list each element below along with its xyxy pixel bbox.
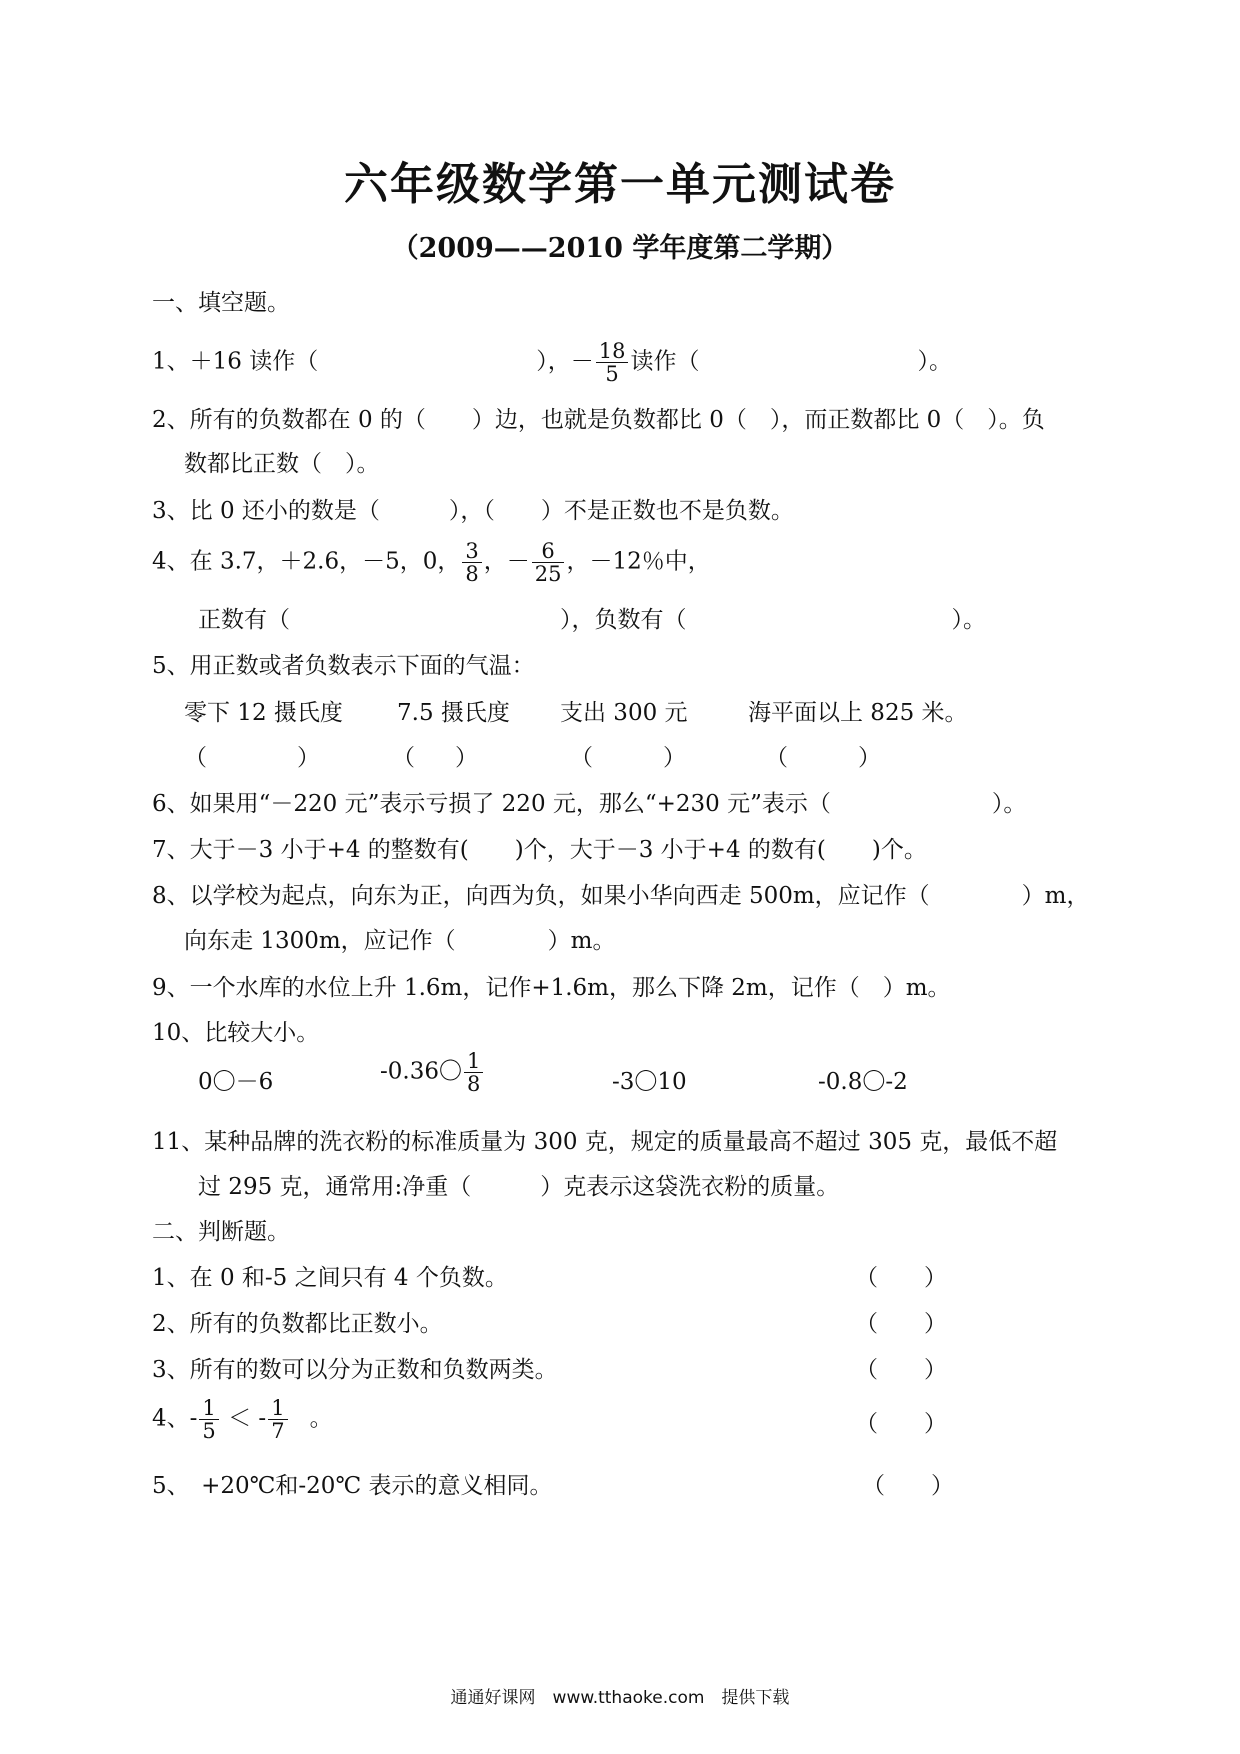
- compare-2-fraction: [464, 1050, 483, 1095]
- question-11-line2: 过 295 克，通常用:净重（ ）克表示这袋洗衣粉的质量。: [198, 1174, 840, 1200]
- q5-answer-1: [184, 742, 320, 774]
- question-3: 3、比 0 还小的数是（ ），（ ）不是正数也不是负数。: [152, 498, 794, 524]
- q5-item-3: 支出 300 元: [560, 700, 688, 726]
- q5-item-1: 零下 12 摄氏度: [184, 700, 343, 726]
- compare-1: 0〇－6: [198, 1069, 274, 1095]
- q4-frac2-den: 25: [534, 562, 562, 586]
- q1-part-c: 读作（: [630, 348, 700, 375]
- q5-paren-close-4: ）: [858, 745, 881, 771]
- judge-item-4: [152, 1397, 333, 1442]
- judge4-frac1-den: 5: [202, 1419, 216, 1443]
- judge-item-2: 2、所有的负数都比正数小。: [152, 1311, 443, 1337]
- q1-part-b: ），－: [536, 348, 594, 375]
- judge4-frac2-num: 1: [268, 1397, 287, 1420]
- q4-part-a: 4、在 3.7，＋2.6，－5，0，: [152, 548, 461, 575]
- page-footer: 通通好课网 www.tthaoke.com 提供下载: [450, 1688, 790, 1708]
- section1-heading: 一、填空题。: [152, 290, 290, 316]
- question-9: 9、一个水库的水位上升 1.6m，记作+1.6m，那么下降 2m，记作（ ）m。: [152, 975, 951, 1001]
- question-8-line2: 向东走 1300m，应记作（ ）m。: [184, 928, 616, 954]
- question-2-line2: 数都比正数（ ）。: [184, 451, 380, 477]
- question-10-heading: 10、比较大小。: [152, 1020, 320, 1046]
- q4-fraction-1: [462, 540, 481, 585]
- q5-paren-open-3: （: [570, 745, 593, 771]
- question-6: 6、如果用“－220 元”表示亏损了 220 元，那么“+230 元”表示（ ）。: [152, 791, 1027, 817]
- judge4-fraction-2: [268, 1397, 287, 1442]
- q5-item-4: 海平面以上 825 米。: [748, 700, 968, 726]
- q4-part-c: ，－12％中，: [566, 548, 711, 575]
- q4-frac2-num: 6: [532, 540, 565, 563]
- judge4-frac1-num: 1: [199, 1397, 218, 1420]
- q4-negative-label: ），负数有（: [560, 607, 687, 633]
- question-4-line1: [152, 540, 711, 585]
- compare-4: -0.8〇-2: [818, 1069, 908, 1095]
- q1-part-d: ）。: [917, 348, 952, 375]
- page-title: 六年级数学第一单元测试卷: [344, 159, 896, 210]
- page-subtitle: （2009——2010 学年度第二学期）: [391, 233, 849, 264]
- judge-paren-3: （ ）: [855, 1357, 947, 1383]
- q1-frac-num: 18: [596, 340, 629, 363]
- q1-part-a: 1、＋16 读作（: [152, 348, 319, 375]
- question-4-line2: [198, 604, 986, 636]
- q4-part-b: ，－: [483, 548, 530, 575]
- question-8-line1: 8、以学校为起点，向东为正，向西为负，如果小华向西走 500m，应记作（ ）m，: [152, 883, 1090, 909]
- judge4-part-b: ＜ -: [228, 1405, 267, 1432]
- q5-paren-open-1: （: [184, 745, 207, 771]
- q5-paren-open-2: （: [392, 745, 415, 771]
- q5-answer-3: [570, 742, 686, 774]
- q4-fraction-2: [532, 540, 565, 585]
- q5-item-2: 7.5 摄氏度: [397, 700, 510, 726]
- q5-answer-2: [392, 742, 478, 774]
- judge-paren-5: （ ）: [862, 1473, 954, 1499]
- q1-fraction: [596, 340, 629, 385]
- compare-2: [380, 1050, 485, 1095]
- judge-item-5: 5、 +20℃和-20℃ 表示的意义相同。: [152, 1473, 553, 1499]
- q5-paren-close-2: ）: [455, 745, 478, 771]
- q4-positive-label: 正数有（: [198, 607, 290, 633]
- judge-item-1: 1、在 0 和-5 之间只有 4 个负数。: [152, 1265, 508, 1291]
- compare-2-den: 8: [466, 1072, 481, 1096]
- judge4-part-c: 。: [309, 1405, 333, 1432]
- question-1: [152, 340, 952, 385]
- q5-answer-4: [765, 742, 881, 774]
- judge-paren-2: （ ）: [855, 1311, 947, 1337]
- judge-item-3: 3、所有的数可以分为正数和负数两类。: [152, 1357, 558, 1383]
- q4-end: ）。: [951, 607, 986, 633]
- q1-frac-den: 5: [605, 362, 619, 386]
- compare-2-num: 1: [464, 1050, 483, 1073]
- question-5-line1: 5、用正数或者负数表示下面的气温：: [152, 653, 535, 679]
- judge4-part-a: 4、-: [152, 1405, 198, 1432]
- judge-paren-1: （ ）: [855, 1265, 947, 1291]
- question-2-line1: 2、所有的负数都在 0 的（ ）边，也就是负数都比 0（ ），而正数都比 0（ ）。负: [152, 407, 1045, 433]
- judge4-fraction-1: [199, 1397, 218, 1442]
- section2-heading: 二、判断题。: [152, 1219, 290, 1245]
- judge-paren-4: （ ）: [855, 1411, 947, 1437]
- q5-paren-close-1: ）: [297, 745, 320, 771]
- compare-3: -3〇10: [612, 1069, 687, 1095]
- q5-paren-close-3: ）: [663, 745, 686, 771]
- question-7: 7、大于－3 小于+4 的整数有( )个，大于－3 小于+4 的数有( )个。: [152, 837, 927, 863]
- q4-frac1-num: 3: [462, 540, 481, 563]
- question-11-line1: 11、某种品牌的洗衣粉的标准质量为 300 克，规定的质量最高不超过 305 克，最低不超: [152, 1129, 1058, 1155]
- judge4-frac2-den: 7: [271, 1419, 285, 1443]
- compare-2-text: -0.36〇: [380, 1058, 462, 1085]
- q5-paren-open-4: （: [765, 745, 788, 771]
- q4-frac1-den: 8: [465, 562, 479, 586]
